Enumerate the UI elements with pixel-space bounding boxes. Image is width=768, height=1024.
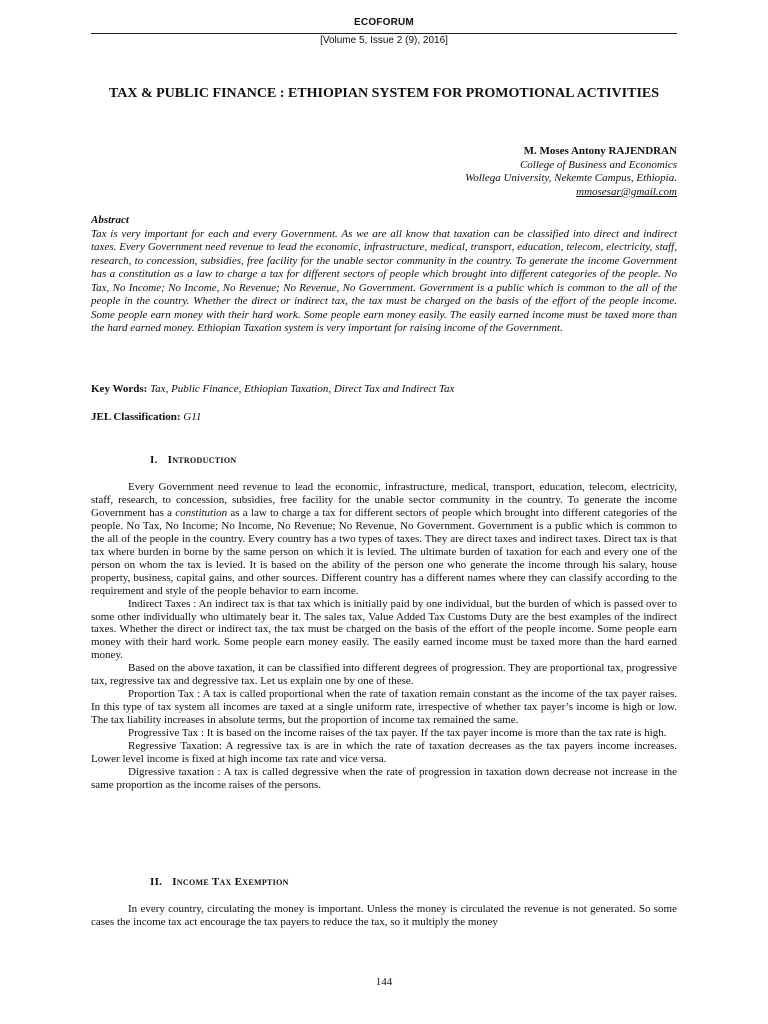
paper-title: TAX & PUBLIC FINANCE : ETHIOPIAN SYSTEM FOR PROMOTIONAL ACTIVITIES [108,86,660,101]
section-heading-introduction [150,454,236,467]
keywords-value: Tax, Public Finance, Ethiopian Taxation, Direct Tax and Indirect Tax [150,383,455,395]
intro-paragraph-7: Digressive taxation : A tax is called degressive when the rate of progression in taxation down decrease not increase in the same proportion as the income raises of the persons. [91,765,677,791]
introduction-body [91,481,677,792]
exemption-paragraph-1: In every country, circulating the money is important. Unless the money is circulated the revenue is not generated. So some cases the income tax act encourage the tax payers to reduce the tax, so it multiply the money [91,903,677,928]
author-affiliation-2: Wollega University, Nekemte Campus, Ethiopia. [465,172,677,184]
abstract-text: Tax is very important for each and every Government. As we are all know that taxation can be classified into direct and indirect taxes. Every Government need revenue to lead the economic, infrastructure, medical, transport, education, telecom, electricity, staff, research, to concession, subsidies, free facility for the unable sector community in the country. To generate the income Government has a constitution as a law to charge a tax for different sectors of people which brought into different categories of the people. No Tax, No Income; No Income, No Revenue; No Revenue, No Government. Government is a public which is common to the all of the people in the country. Whether the direct or indirect tax, the tax must be charged on the basis of the effort of the people income. Some people earn money with their hard work. Some people earn money easily. The easily earned income must be taxed more than the hard earned money. Ethiopian Taxation system is very important for raising income of the Government. [91,227,677,334]
jel-label: JEL Classification: [91,411,181,423]
author-email[interactable]: mmosesar@gmail.com [576,185,677,198]
section-heading-income-tax-exemption [150,876,289,889]
section-number: I. [150,454,158,466]
header-rule [91,33,677,34]
income-tax-exemption-body [91,903,677,929]
intro-p1-part-a: Every Government need revenue to lead the economic, infrastructure, medical, transport, education, telecom, electricity, staff, research, to concession, subsidies, free facility for the unable sector community in the country. To generate the income Government has a [91,481,677,519]
journal-name: ECOFORUM [354,17,414,28]
intro-paragraph-6: Regressive Taxation: A regressive tax is are in which the rate of taxation decreases as the tax payers income increases. Lower level income is fixed at high income tax rate and vice versa. [91,740,677,766]
journal-header [91,17,677,47]
intro-paragraph-2: Indirect Taxes : An indirect tax is that tax which is initially paid by one individual, but the burden of which is passed over to some other individually who ultimately bear it. The sales tax, Value Added Tax Customs Duty are the best examples of the indirect taxes. Whether the direct or indirect tax, the tax must be charged on the basis of the effort of the people income. Some people earn money with their hard work. Some people earn money easily. The easily earned income must be taxed more than the hard earned money. [91,597,677,662]
keywords [91,383,677,397]
jel-classification [91,411,677,425]
section-title: Income Tax Exemption [172,876,289,888]
intro-paragraph-3: Based on the above taxation, it can be classified into different degrees of progression. They are proportional tax, progressive tax, regressive tax and degressive tax. Let us explain one by one of these. [91,662,677,688]
abstract-heading: Abstract [91,214,129,226]
author-block [465,145,677,199]
intro-paragraph-1 [91,481,677,598]
author-affiliation-1: College of Business and Economics [519,158,677,171]
keywords-label: Key Words: [91,383,148,395]
intro-p1-emphasis: constitution [175,506,228,519]
intro-p1-part-b: as a law to charge a tax for different sectors of people which brought into different categories of the people. No Tax, No Income; No Income, No Revenue; No Revenue, No Government. Government is a public which is common to the all of the people in the country. Every country has a two types of taxes. They are direct taxes and indirect taxes. Direct tax is that tax where burden in borne by the same person on which it is levied. The ultimate burden of taxation for each and every one of the person on whom the tax is levied. It is based on the ability of the person one who generate the income through his salary, house property, business, capital gains, and other sources. Different country has a different names where they can classify according to the requirement and style of the people behavior to earn income. [91,506,677,597]
intro-paragraph-5: Progressive Tax : It is based on the income raises of the tax payer. If the tax payer income is more than the tax rate is high. [128,727,667,740]
abstract [91,214,677,336]
page-number: 144 [375,976,393,988]
intro-paragraph-4: Proportion Tax : A tax is called proportional when the rate of taxation remain constant as the income of the tax payer raises. In this type of tax system all incomes are taxed at a single uniform rate, irrespective of whether tax payer’s income is high or low. The tax liability increases in absolute terms, but the proportion of income tax remained the same. [91,688,677,727]
volume-info: [Volume 5, Issue 2 (9), 2016] [320,35,448,46]
section-number: II. [150,876,163,888]
jel-value: G11 [183,411,202,423]
section-title: Introduction [167,454,237,466]
author-name: M. Moses Antony RAJENDRAN [523,145,677,157]
